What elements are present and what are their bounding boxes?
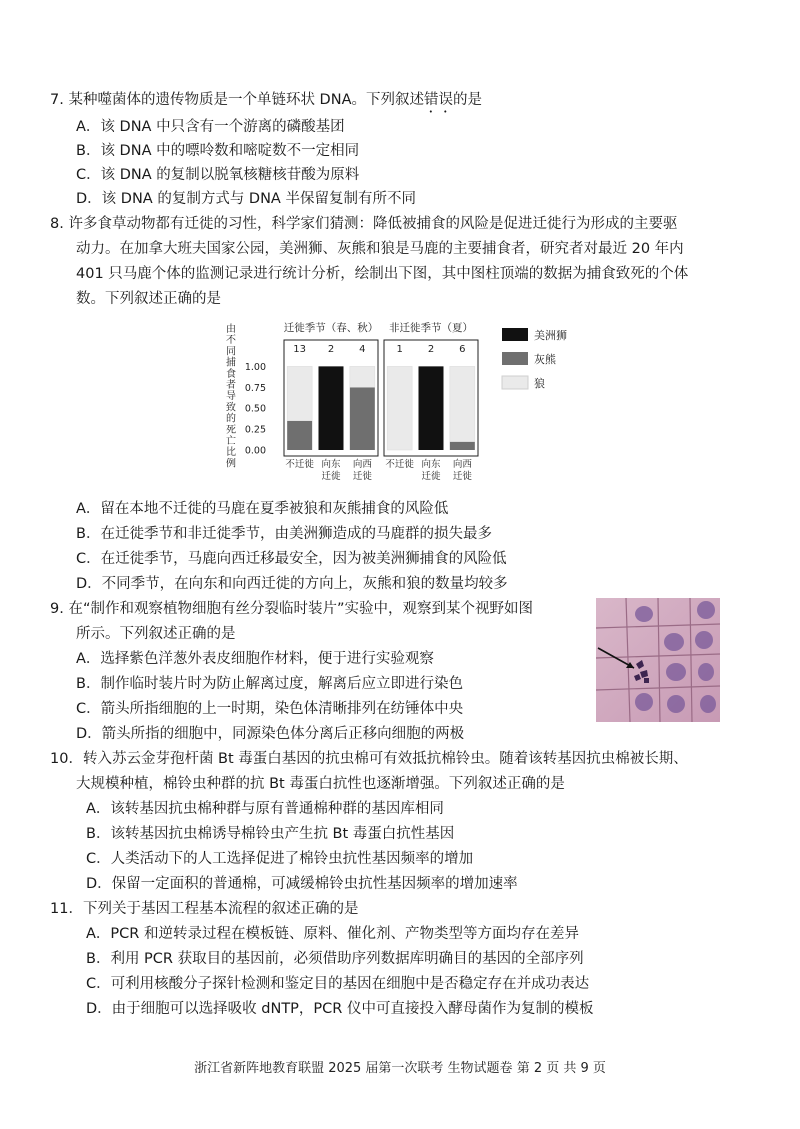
x-category-label: 迁徙 <box>421 471 441 482</box>
legend-swatch <box>502 328 528 341</box>
q9-stem-line: 9. 在“制作和观察植物细胞有丝分裂临时装片”实验中，观察到某个视野如图 <box>50 601 533 617</box>
q10-stem-line: 10．转入苏云金芽孢杆菌 Bt 毒蛋白基因的抗虫棉可有效抵抗棉铃虫。随着该转基因抗虫棉被长期、 <box>50 751 688 767</box>
q8-option-d: D．不同季节，在向东和向西迁徙的方向上，灰熊和狼的数量均较多 <box>76 576 508 592</box>
page-footer: 浙江省新阵地教育联盟 2025 届第一次联考 生物试题卷 第 2 页 共 9 页 <box>194 1061 606 1076</box>
panel-title: 迁徙季节（春、秋） <box>283 322 379 334</box>
q11-option-d: D．由于细胞可以选择吸收 dNTP，PCR 仪中可直接投入酵母菌作为复制的模板 <box>86 1001 594 1017</box>
q8-stem-line: 数。下列叙述正确的是 <box>76 291 221 307</box>
bar-segment-狼 <box>450 366 475 441</box>
bar-segment-美洲狮 <box>319 366 344 450</box>
y-axis-label-char: 的 <box>226 413 236 425</box>
y-axis-label-char: 由 <box>226 324 236 335</box>
mitosis-micrograph <box>596 598 720 722</box>
legend-label: 美洲狮 <box>534 329 567 342</box>
bar-count-label: 13 <box>293 344 307 355</box>
y-axis-label-char: 死 <box>226 424 236 436</box>
q8-option-a: A．留在本地不迁徙的马鹿在夏季被狼和灰熊捕食的风险低 <box>76 501 449 517</box>
q9-option-a: A．选择紫色洋葱外表皮细胞作材料，便于进行实验观察 <box>76 651 434 667</box>
bar-segment-美洲狮 <box>419 366 444 450</box>
q10-stem-line: 大规模种植，棉铃虫种群的抗 Bt 毒蛋白抗性也逐渐增强。下列叙述正确的是 <box>76 776 565 792</box>
x-category-label: 迁徙 <box>452 471 472 482</box>
predation-stacked-bar-chart <box>222 318 602 486</box>
q7-stem <box>50 89 482 116</box>
bar-segment-灰熊 <box>450 442 475 450</box>
bar-segment-狼 <box>287 366 312 420</box>
q7-stem-tail: 的是 <box>452 92 482 108</box>
x-category-label: 迁徙 <box>321 471 341 482</box>
panel-title: 非迁徙季节（夏） <box>389 322 473 334</box>
q8-option-c: C．在迁徙季节，马鹿向西迁移最安全，因为被美洲狮捕食的风险低 <box>76 551 507 567</box>
q7-option-d: D．该 DNA 的复制方式与 DNA 半保留复制有所不同 <box>76 191 416 207</box>
y-axis-label-char: 食 <box>226 368 236 380</box>
q9-option-d: D．箭头所指的细胞中，同源染色体分离后正移向细胞的两极 <box>76 726 465 742</box>
y-axis-label-char: 捕 <box>226 357 236 369</box>
legend-label: 狼 <box>534 377 545 390</box>
bar-count-label: 1 <box>396 344 403 355</box>
q11-option-a: A．PCR 和逆转录过程在模板链、原料、催化剂、产物类型等方面均存在差异 <box>86 926 579 942</box>
y-axis-label-char: 导 <box>226 391 236 403</box>
bar-count-label: 4 <box>359 344 366 355</box>
q11-option-b: B．利用 PCR 获取目的基因前，必须借助序列数据库明确目的基因的全部序列 <box>86 951 584 967</box>
bar-segment-灰熊 <box>350 387 375 450</box>
y-axis-label-char: 比 <box>226 447 236 459</box>
y-tick-label: 0.75 <box>244 382 266 394</box>
q11-option-c: C．可利用核酸分子探针检测和鉴定目的基因在细胞中是否稳定存在并成功表达 <box>86 976 590 992</box>
legend-swatch <box>502 352 528 365</box>
bar-segment-狼 <box>387 366 412 450</box>
x-category-label: 向西 <box>452 459 472 470</box>
q7-emphasis-text: 错误 <box>423 92 453 108</box>
y-axis-label-char: 同 <box>226 346 236 358</box>
y-axis-label-char: 例 <box>226 458 236 470</box>
bar-count-label: 2 <box>327 344 335 355</box>
q7-option-c: C．该 DNA 的复制以脱氧核糖核苷酸为原料 <box>76 167 360 183</box>
q8-stem-line: 401 只马鹿个体的监测记录进行统计分析，绘制出下图，其中图柱顶端的数据为捕食致死的个体 <box>76 266 689 282</box>
q7-option-b: B．该 DNA 中的嘌呤数和嘧啶数不一定相同 <box>76 143 360 159</box>
q8-stem-line: 8. 许多食草动物都有迁徙的习性，科学家们猜测：降低被捕食的风险是促进迁徙行为形成的主要驱 <box>50 216 678 232</box>
x-category-label: 向东 <box>421 459 441 470</box>
q7-option-a: A．该 DNA 中只含有一个游离的磷酸基团 <box>76 119 345 135</box>
bar-count-label: 2 <box>427 344 435 355</box>
q10-option-a: A．该转基因抗虫棉种群与原有普通棉种群的基因库相同 <box>86 801 444 817</box>
q9-option-b: B．制作临时装片时为防止解离过度，解离后应立即进行染色 <box>76 676 463 692</box>
y-axis-label-char: 致 <box>226 402 236 414</box>
legend-swatch <box>502 376 528 389</box>
y-axis-label-char: 亡 <box>226 436 236 447</box>
q10-option-d: D．保留一定面积的普通棉，可减缓棉铃虫抗性基因频率的增加速率 <box>86 876 518 892</box>
bar-segment-狼 <box>350 366 375 387</box>
legend-label: 灰熊 <box>534 353 556 366</box>
q8-stem-line: 动力。在加拿大班夫国家公园，美洲狮、灰熊和狼是马鹿的主要捕食者，研究者对最近 20 年内 <box>76 241 684 257</box>
q10-option-b: B．该转基因抗虫棉诱导棉铃虫产生抗 Bt 毒蛋白抗性基因 <box>86 826 455 842</box>
x-category-label: 向西 <box>352 459 372 470</box>
q9-stem-line: 所示。下列叙述正确的是 <box>76 626 236 642</box>
y-axis-label-char: 者 <box>226 380 236 391</box>
q9-option-c: C．箭头所指细胞的上一时期，染色体清晰排列在纺锤体中央 <box>76 701 464 717</box>
y-tick-label: 0.25 <box>244 424 266 436</box>
x-category-label: 向东 <box>321 459 341 470</box>
q11-stem: 11．下列关于基因工程基本流程的叙述正确的是 <box>50 901 359 917</box>
x-category-label: 不迁徙 <box>285 459 314 470</box>
y-tick-label: 1.00 <box>244 361 266 373</box>
y-axis-label-char: 不 <box>226 335 236 347</box>
bar-segment-灰熊 <box>287 421 312 450</box>
y-tick-label: 0.50 <box>244 403 266 415</box>
x-category-label: 不迁徙 <box>385 459 414 470</box>
bar-count-label: 6 <box>459 344 466 355</box>
x-category-label: 迁徙 <box>352 471 372 482</box>
q8-option-b: B．在迁徙季节和非迁徙季节，由美洲狮造成的马鹿群的损失最多 <box>76 526 492 542</box>
q7-stem-text: 7. 某种噬菌体的遗传物质是一个单链环状 DNA。下列叙述 <box>50 92 424 108</box>
q10-option-c: C．人类活动下的人工选择促进了棉铃虫抗性基因频率的增加 <box>86 851 474 867</box>
y-tick-label: 0.00 <box>244 445 266 457</box>
